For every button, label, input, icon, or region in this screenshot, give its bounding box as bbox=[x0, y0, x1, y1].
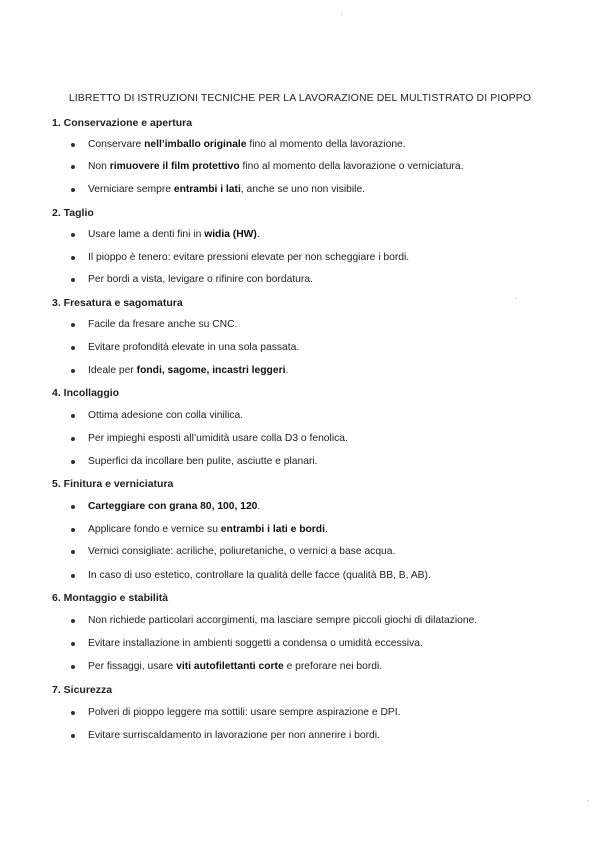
bullet-icon bbox=[71, 528, 75, 532]
bullet-icon bbox=[71, 323, 75, 327]
list-item-text: Applicare fondo e vernice su entrambi i lati e bordi. bbox=[88, 524, 328, 535]
list-item bbox=[71, 433, 571, 447]
bullet-icon bbox=[71, 165, 75, 169]
list-item-text: Evitare surriscaldamento in lavorazione per non annerire i bordi. bbox=[88, 730, 380, 741]
section-heading-montaggio: 6. Montaggio e stabilità bbox=[52, 592, 169, 604]
list-item-text: In caso di uso estetico, controllare la qualità delle facce (qualità BB, B, AB). bbox=[88, 570, 431, 581]
list-item bbox=[71, 252, 571, 266]
bullet-icon bbox=[71, 711, 75, 715]
list-item bbox=[71, 524, 571, 538]
list-item bbox=[71, 661, 571, 675]
list-item bbox=[71, 319, 571, 333]
bullet-icon bbox=[71, 369, 75, 373]
bullet-icon bbox=[71, 460, 75, 464]
list-item-text: Facile da fresare anche su CNC. bbox=[88, 319, 238, 330]
scan-speck bbox=[587, 800, 588, 801]
list-item bbox=[71, 707, 571, 721]
list-item-text: Verniciare sempre entrambi i lati, anche se uno non visibile. bbox=[88, 184, 366, 195]
bullet-icon bbox=[71, 505, 75, 509]
list-item-text: Per bordi a vista, levigare o rifinire con bordatura. bbox=[88, 274, 313, 285]
list-item bbox=[71, 274, 571, 288]
section-heading-conservazione: 1. Conservazione e apertura bbox=[52, 117, 193, 129]
list-item-text: Non rimuovere il film protettivo fino al momento della lavorazione o verniciatura. bbox=[88, 161, 464, 172]
list-item-text: Carteggiare con grana 80, 100, 120. bbox=[88, 501, 261, 512]
list-item bbox=[71, 184, 571, 198]
list-item-text: Per impieghi esposti all’umidità usare colla D3 o fenolica. bbox=[88, 433, 348, 444]
list-item-text: Usare lame a denti fini in widia (HW). bbox=[88, 229, 260, 240]
list-item bbox=[71, 501, 571, 515]
list-item-text: Polveri di pioppo leggere ma sottili: usare sempre aspirazione e DPI. bbox=[88, 707, 401, 718]
list-item bbox=[71, 139, 571, 153]
scan-speck bbox=[516, 298, 517, 299]
section-heading-fresatura: 3. Fresatura e sagomatura bbox=[52, 297, 183, 309]
list-item bbox=[71, 229, 571, 243]
list-item bbox=[71, 342, 571, 356]
bullet-icon bbox=[71, 665, 75, 669]
list-item-text: Superfici da incollare ben pulite, asciutte e planari. bbox=[88, 456, 318, 467]
bullet-icon bbox=[71, 642, 75, 646]
list-item bbox=[71, 615, 571, 629]
bullet-icon bbox=[71, 233, 75, 237]
list-item-text: Vernici consigliate: acriliche, poliuretaniche, o vernici a base acqua. bbox=[88, 546, 396, 557]
bullet-icon bbox=[71, 256, 75, 260]
list-item-text: Conservare nell’imballo originale fino al momento della lavorazione. bbox=[88, 139, 406, 150]
bullet-icon bbox=[71, 574, 75, 578]
bullet-icon bbox=[71, 143, 75, 147]
section-heading-sicurezza: 7. Sicurezza bbox=[52, 684, 113, 696]
list-item-text: Ottima adesione con colla vinilica. bbox=[88, 410, 244, 421]
list-item-text: Evitare installazione in ambienti soggetti a condensa o umidità eccessiva. bbox=[88, 638, 423, 649]
list-item bbox=[71, 456, 571, 470]
list-item bbox=[71, 638, 571, 652]
section-heading-finitura: 5. Finitura e verniciatura bbox=[52, 478, 174, 490]
bullet-icon bbox=[71, 414, 75, 418]
bullet-icon bbox=[71, 734, 75, 738]
bullet-icon bbox=[71, 188, 75, 192]
list-item bbox=[71, 161, 571, 175]
bullet-icon bbox=[71, 346, 75, 350]
bullet-icon bbox=[71, 550, 75, 554]
list-item-text: Non richiede particolari accorgimenti, ma lasciare sempre piccoli giochi di dilatazione. bbox=[88, 615, 478, 626]
list-item bbox=[71, 570, 571, 584]
list-item-text: Per fissaggi, usare viti autofilettanti corte e preforare nei bordi. bbox=[88, 661, 383, 672]
list-item-text: Il pioppo è tenero: evitare pressioni elevate per non scheggiare i bordi. bbox=[88, 252, 410, 263]
list-item bbox=[71, 365, 571, 379]
document-title: LIBRETTO DI ISTRUZIONI TECNICHE PER LA LAVORAZIONE DEL MULTISTRATO DI PIOPPO bbox=[68, 92, 532, 104]
bullet-icon bbox=[71, 437, 75, 441]
list-item-text: Ideale per fondi, sagome, incastri leggeri. bbox=[88, 365, 289, 376]
scan-speck bbox=[341, 14, 342, 15]
list-item-text: Evitare profondità elevate in una sola passata. bbox=[88, 342, 300, 353]
section-heading-incollaggio: 4. Incollaggio bbox=[52, 387, 120, 399]
bullet-icon bbox=[71, 278, 75, 282]
bullet-icon bbox=[71, 619, 75, 623]
list-item bbox=[71, 410, 571, 424]
list-item bbox=[71, 730, 571, 744]
list-item bbox=[71, 546, 571, 560]
section-heading-taglio: 2. Taglio bbox=[52, 207, 94, 219]
